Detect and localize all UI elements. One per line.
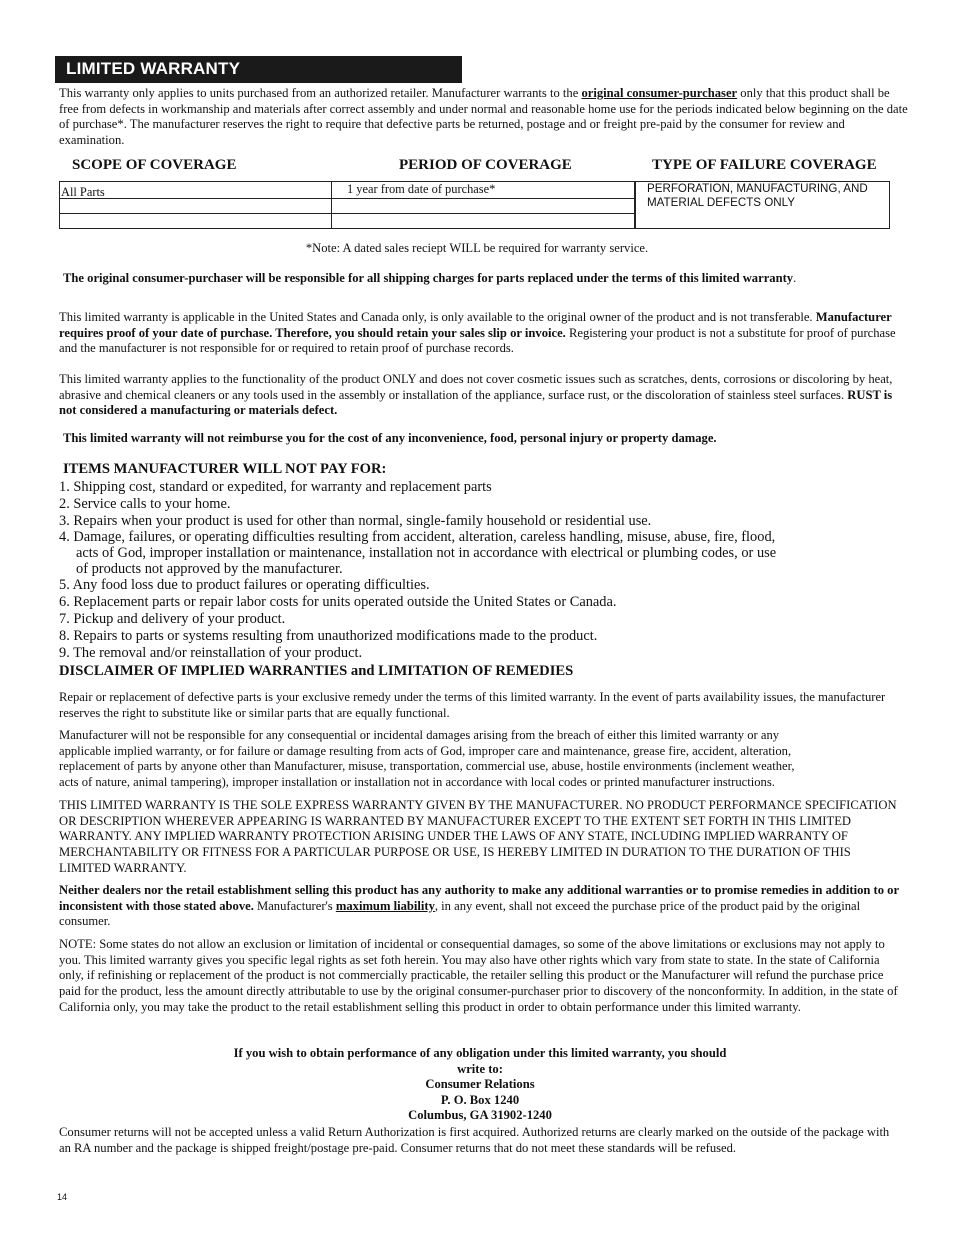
states-note-paragraph: NOTE: Some states do not allow an exclusion or limitation of incidental or consequential damages, so some of the above limitations or exclusions may not apply to you. This limited warranty gives you specific legal rights as set foth herein. You may also have other rights which vary from state to state. In the state of California only, if refinishing or replacement of the product is not commercially practicable, the retailer selling this product or the Manufacturer will refund the purchase price paid for the product, less the amount directly attributable to use by the original consumer-purchaser prior to discovery of the nonconformity. In addition, in the state of California only, you may take the product to the retail establishment selling this product in order to obtain performance under this limited warranty. (59, 937, 898, 1014)
header-failure: TYPE OF FAILURE COVERAGE (652, 157, 877, 173)
consequential-line: Manufacturer will not be responsible for any consequential or incidental damages arising from the breach of either this limited warranty or any (59, 728, 780, 742)
intro-emph: original consumer-purchaser (581, 86, 738, 100)
contact-block (0, 1046, 954, 1124)
page-title: LIMITED WARRANTY (66, 59, 241, 78)
dealers-mid: Manufacturer's (253, 898, 336, 913)
list-item: of products not approved by the manufacturer. (76, 561, 343, 577)
items-list (59, 479, 919, 662)
consequential-line: acts of nature, animal tampering), improper installation or installation not in accordance with local codes or printed manufacturer instructions. (59, 775, 775, 790)
consequential-line: applicable implied warranty, or for failure or damage resulting from acts of God, improper care and maintenance, grease fire, accident, alteration, (59, 743, 792, 758)
failure-cell: PERFORATION, MANUFACTURING, AND MATERIAL DEFECTS ONLY (647, 182, 868, 209)
list-item: 2. Service calls to your home. (59, 496, 231, 512)
table-divider (331, 182, 332, 228)
intro-pre: This warranty only applies to units purchased from an authorized retailer. Manufacturer warrants to the (59, 86, 582, 100)
contact-line: write to: (457, 1061, 503, 1076)
header-period: PERIOD OF COVERAGE (399, 157, 572, 173)
table-rule (60, 198, 634, 199)
contact-line: If you wish to obtain performance of any obligation under this limited warranty, you should (233, 1046, 727, 1060)
contact-line: Consumer Relations (425, 1077, 535, 1092)
applicable-bold: Manufacturer requires proof of your date of purchase. Therefore, you should retain your sales slip or invoice. (59, 310, 892, 340)
list-item: 4. Damage, failures, or operating difficulties resulting from accident, alteration, careless handling, misuse, abuse, fire, flood, (59, 529, 776, 545)
consequential-line: replacement of parts by anyone other than Manufacturer, misuse, transportation, commercial use, abuse, hostile environments (inclement weather, (59, 759, 795, 774)
dealers-post: , in any event, shall not exceed the purchase price of the product paid by the original consumer. (59, 898, 861, 929)
shipping-paragraph (63, 271, 913, 287)
contact-line: Columbus, GA 31902-1240 (408, 1108, 552, 1123)
contact-line: P. O. Box 1240 (440, 1092, 520, 1107)
scope-cell: All Parts (61, 185, 105, 199)
functionality-text: This limited warranty applies to the functionality of the product ONLY and does not cover cosmetic issues such as scratches, dents, corrosions or discoloring by heat, abrasive and chemical cleaners or any tools used in the assembly or installation of the appliance, surface rust, or the discoloration of stainless steel surfaces. (59, 372, 893, 402)
max-liability: maximum liability (335, 898, 435, 913)
period-cell: 1 year from date of purchase* (347, 182, 496, 196)
coverage-table (59, 181, 635, 229)
dealers-bold: Neither dealers nor the retail establishment selling this product has any authority to make any additional warranties or to promise remedies in addition to or inconsistent with those stated above. (59, 883, 899, 913)
title-bar (55, 56, 462, 83)
list-item: 1. Shipping cost, standard or expedited, for warranty and replacement parts (59, 479, 492, 495)
items-heading: ITEMS MANUFACTURER WILL NOT PAY FOR: (63, 461, 387, 477)
applicable-paragraph (59, 310, 911, 357)
returns-paragraph: Consumer returns will not be accepted unless a valid Return Authorization is first acquired. Authorized returns are clearly marked on the outside of the package with an RA number and the package is shipped freight/postage pre-paid. Consumer returns that do not meet these standards will be refused. (59, 1125, 890, 1155)
list-item: 3. Repairs when your product is used for other than normal, single-family household or residential use. (59, 513, 652, 529)
header-scope: SCOPE OF COVERAGE (72, 157, 237, 173)
consequential-paragraph (59, 728, 929, 791)
repair-paragraph: Repair or replacement of defective parts is your exclusive remedy under the terms of this limited warranty. In the event of parts availability issues, the manufacturer reserves the right to substitute like or similar parts that are equally functional. (59, 690, 886, 720)
no-reimburse-paragraph: This limited warranty will not reimburse you for the cost of any inconvenience, food, personal injury or property damage. (63, 431, 717, 445)
list-item: acts of God, improper installation or maintenance, installation not in accordance with electrical or plumbing codes, or use (76, 545, 777, 561)
applicable-text1: This limited warranty is applicable in the United States and Canada only, is only available to the original owner of the product and is not transferable. (59, 310, 813, 324)
shipping-text: The original consumer-purchaser will be responsible for all shipping charges for parts replaced under the terms of this limited warranty (63, 271, 794, 285)
shipping-end: . (793, 271, 797, 285)
receipt-note: *Note: A dated sales reciept WILL be required for warranty service. (305, 241, 649, 255)
dealers-paragraph (59, 883, 901, 930)
list-item: 9. The removal and/or reinstallation of your product. (59, 645, 363, 661)
list-item: 7. Pickup and delivery of your product. (59, 611, 286, 627)
intro-paragraph (59, 86, 909, 149)
list-item: 5. Any food loss due to product failures or operating difficulties. (59, 577, 430, 593)
applicable-text2: Registering your product is not a substitute for proof of purchase and the manufacturer is not responsible for or required to retain proof of purchase records. (59, 325, 896, 356)
functionality-paragraph (59, 372, 909, 419)
intro-post: only that this product shall be free from defects in workmanship and materials after correct assembly and under normal and reasonable home use for the periods indicated below beginning on the date of purchase*. The manufacturer reserves the right to require that defective parts be returned, postage and or freight pre-paid by the consumer for review and examination. (59, 86, 908, 148)
page-number: 14 (57, 1192, 68, 1202)
failure-box (635, 181, 890, 229)
list-item: 8. Repairs to parts or systems resulting from unauthorized modifications made to the product. (59, 628, 598, 644)
disclaimer-heading: DISCLAIMER OF IMPLIED WARRANTIES and LIMITATION OF REMEDIES (59, 663, 574, 679)
table-rule (60, 213, 634, 214)
rust-note: RUST is not considered a manufacturing or materials defect. (59, 387, 893, 418)
list-item: 6. Replacement parts or repair labor costs for units operated outside the United States or Canada. (59, 594, 617, 610)
sole-warranty-paragraph: THIS LIMITED WARRANTY IS THE SOLE EXPRESS WARRANTY GIVEN BY THE MANUFACTURER. NO PRODUCT PERFORMANCE SPECIFICATION OR DESCRIPTION WHEREVER APPEARING IS WARRANTED BY MANUFACTURER EXCEPT TO THE EXTENT SET FORTH IN THIS LIMITED WARRANTY. ANY IMPLIED WARRANTY PROTECTION ARISING UNDER THE LAWS OF ANY STATE, INCLUDING IMPLIED WARRANTY OF MERCHANTABILITY OR FITNESS FOR A PARTICULAR PURPOSE OR USE, IS HEREBY LIMITED IN DURATION TO THE DURATION OF THIS LIMITED WARRANTY. (59, 798, 897, 875)
